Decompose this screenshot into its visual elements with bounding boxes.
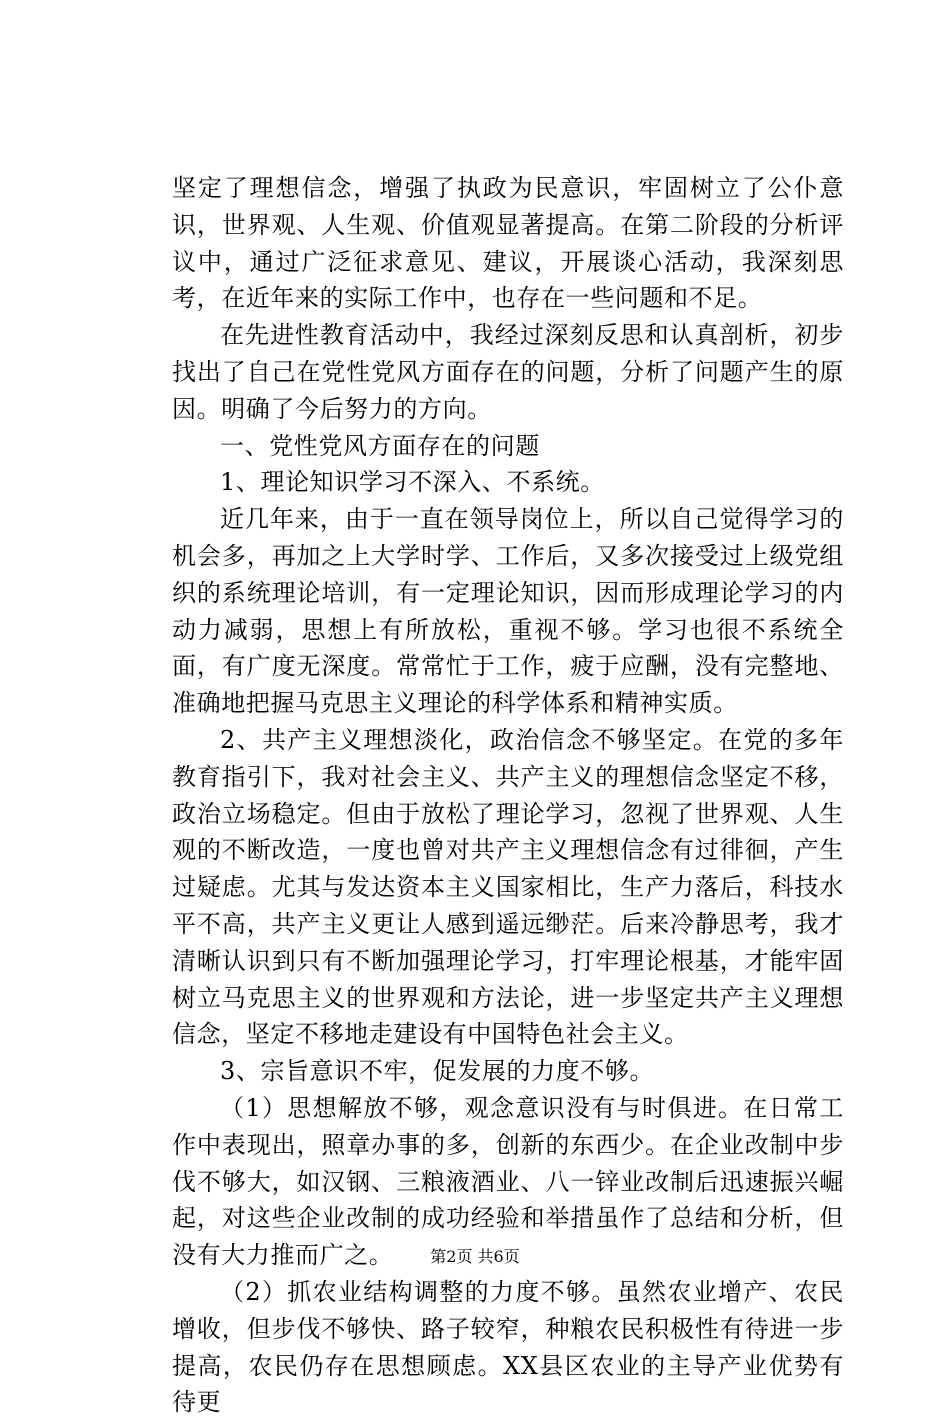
subheading-1: 1、理论知识学习不深入、不系统。 [220, 468, 605, 497]
paragraph-intro: 在先进性教育活动中，我经过深刻反思和认真剖析，初步找出了自己在党性党风方面存在的问题，分析了问题产生的原因。明确了今后努力的方向。 [172, 321, 844, 423]
page-footer: 第2页 共6页 [430, 1247, 520, 1266]
subheading-3: 3、宗旨意识不牢，促发展的力度不够。 [220, 1057, 655, 1086]
paragraph-item-2: （2）抓农业结构调整的力度不够。虽然农业增产、农民增收，但步伐不够快、路子较窄，种粮农民积极性有待进一步提高，农民仍存在思想顾虑。XX县区农业的主导产业优势有待更 [172, 1277, 844, 1417]
section-heading: 一、党性党风方面存在的问题 [220, 431, 540, 460]
paragraph-theory-study: 近几年来，由于一直在领导岗位上，所以自己觉得学习的机会多，再加之上大学时学、工作后，又多次接受过上级党组织的系统理论培训，有一定理论知识，因而形成理论学习的内动力减弱，思想上有所放松，重视不够。学习也很不系统全面，有广度无深度。常常忙于工作，疲于应酬，没有完整地、准确地把握马克思主义理论的科学体系和精神实质。 [172, 505, 844, 718]
paragraph-ideals: 2、共产主义理想淡化，政治信念不够坚定。在党的多年教育指引下，我对社会主义、共产主义的理想信念坚定不移，政治立场稳定。但由于放松了理论学习，忽视了世界观、人生观的不断改造，一度也曾对共产主义理想信念有过徘徊，产生过疑虑。尤其与发达资本主义国家相比，生产力落后，科技水平不高，共产主义更让人感到遥远缈茫。后来冷静思考，我才清晰认识到只有不断加强理论学习，打牢理论根基，才能牢固树立马克思主义的世界观和方法论，进一步坚定共产主义理想信念，坚定不移地走建设有中国特色社会主义。 [172, 725, 844, 1049]
document-body [172, 170, 844, 1421]
paragraph-item-1: （1）思想解放不够，观念意识没有与时俱进。在日常工作中表现出，照章办事的多，创新的东西少。在企业改制中步伐不够大，如汉钢、三粮液酒业、八一锌业改制后迅速振兴崛起，对这些企业改制的成功经验和举措虽作了总结和分析，但没有大力推而广之。 [172, 1093, 844, 1270]
paragraph-continuation: 坚定了理想信念，增强了执政为民意识，牢固树立了公仆意识，世界观、人生观、价值观显著提高。在第二阶段的分析评议中，通过广泛征求意见、建议，开展谈心活动，我深刻思考，在近年来的实际工作中，也存在一些问题和不足。 [172, 174, 844, 313]
